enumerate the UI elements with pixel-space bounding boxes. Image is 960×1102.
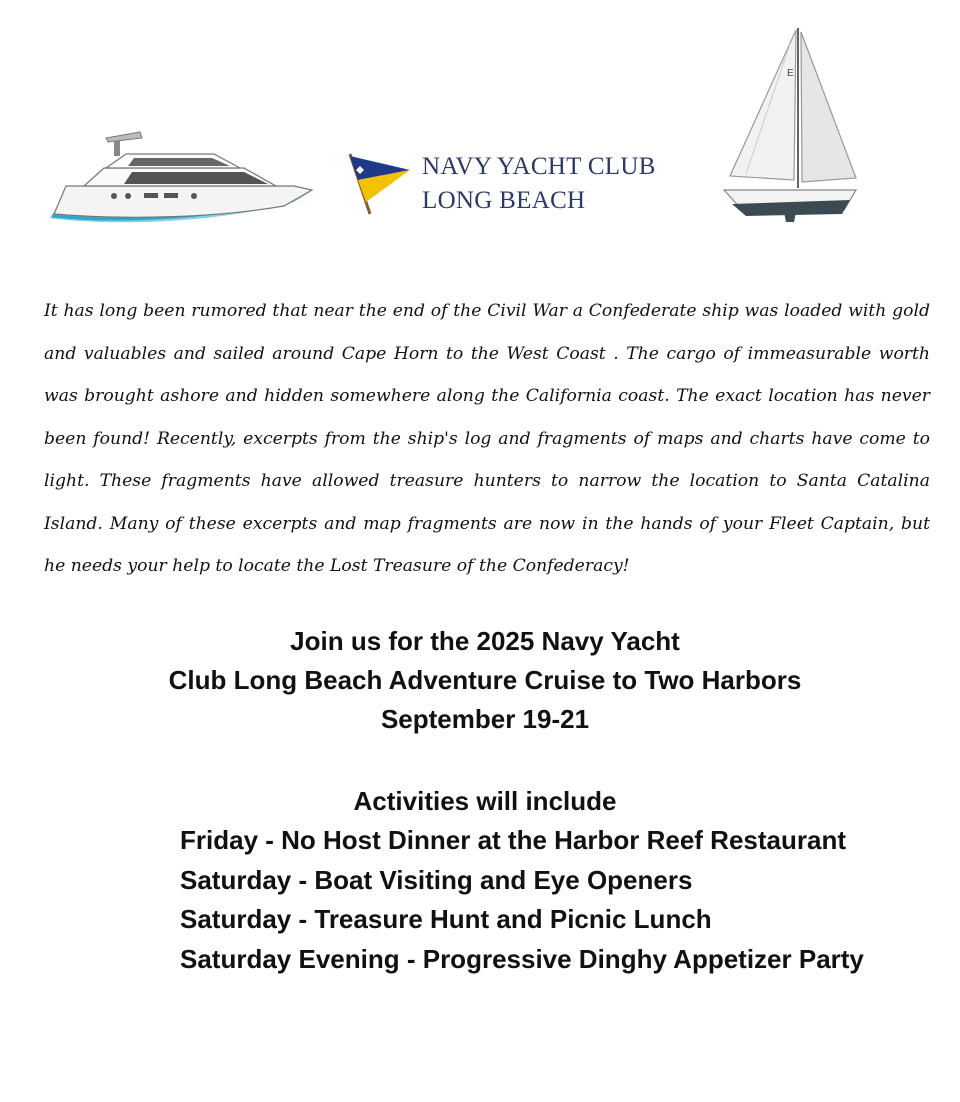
activity-item: Saturday Evening - Progressive Dinghy Appetizer Party [180,943,864,974]
activity-item: Friday - No Host Dinner at the Harbor Reef Restaurant [180,825,846,855]
svg-text:E: E [787,68,794,79]
sailboat-icon [716,24,864,224]
activity-item: Saturday - Treasure Hunt and Picnic Lunch [180,904,712,934]
cruise-invitation [60,622,910,739]
invite-date: September 19-21 [380,704,590,734]
activities-heading: Activities will include [353,786,617,816]
club-name-line2: LONG BEACH [422,187,586,214]
invite-line-2: Club Long Beach Adventure Cruise to Two Harbors [168,665,802,695]
club-name [422,150,656,218]
club-name-line1: NAVY YACHT CLUB [422,153,656,180]
activity-item: Saturday - Boat Visiting and Eye Openers [180,864,693,895]
invite-line-1: Join us for the 2025 Navy Yacht [290,626,680,656]
activities-list [180,821,910,979]
treasure-story-paragraph: It has long been rumored that near the end of the Civil War a Confederate ship was loaded with gold and valuables and sailed around Cape Horn to the West Coast . The cargo of immeasurable worth was brought ashore and hidden somewhere along the California coast. The exact location has never been found! Recently, excerpts from the ship's log and fragments of maps and charts have come to light. These fragments have allowed treasure hunters to narrow the location to Santa Catalina Island. Many of these excerpts and map fragments are now in the hands of your Fleet Captain, but he needs your help to locate the Lost Treasure of the Confederacy! [44,301,930,576]
motor-yacht-icon [44,130,316,228]
club-burgee-icon [344,150,414,216]
